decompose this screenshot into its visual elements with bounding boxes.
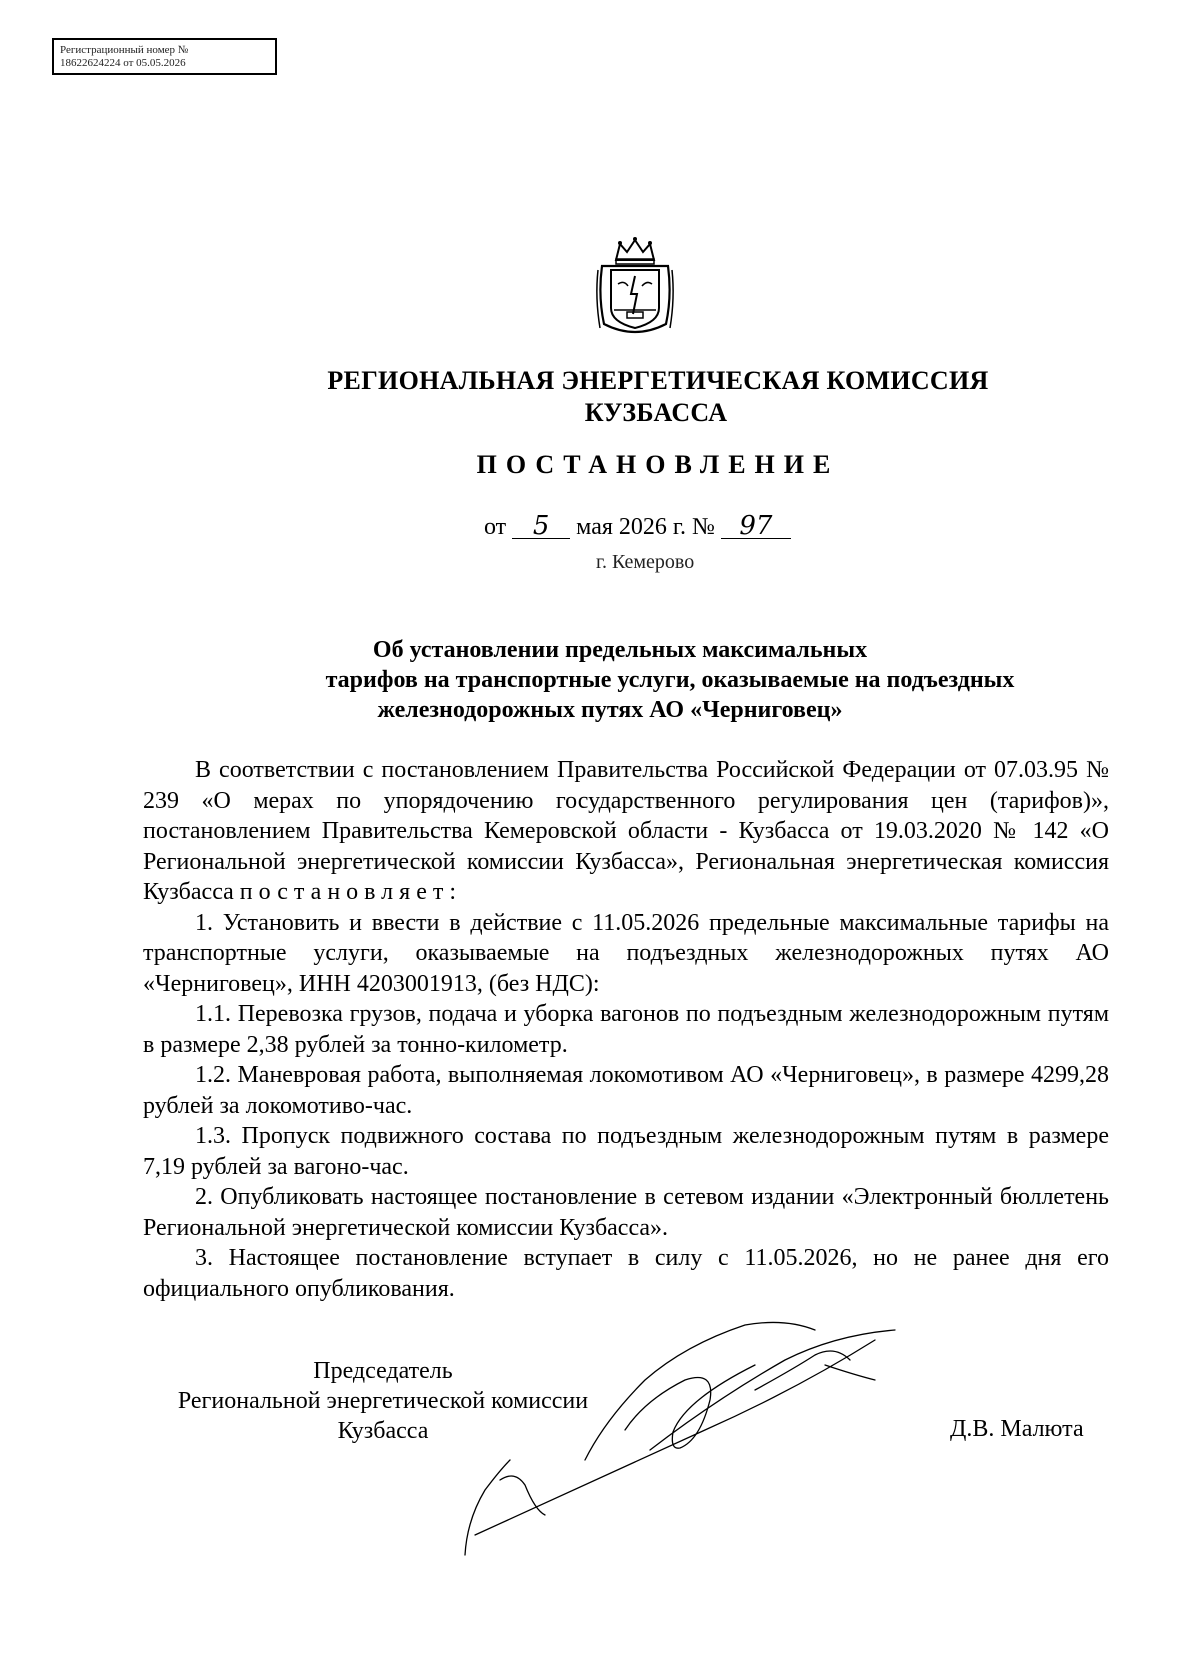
- registration-stamp: [52, 38, 277, 75]
- clause-1: 1. Установить и ввести в действие с 11.05.2026 предельные максимальные тарифы на транспортные услуги, оказываемые на подъездных железнодорожных путях АО «Черниговец», ИНН 4203001913, (без НДС):: [143, 909, 1109, 997]
- registration-line-1: Регистрационный номер №: [60, 44, 189, 56]
- date-prefix: от: [484, 514, 507, 540]
- number-sign: №: [692, 514, 715, 540]
- clause-1-1: 1.1. Перевозка грузов, подача и уборка вагонов по подъездным железнодорожным путям в размере 2,38 рублей за тонно-километр.: [143, 1001, 1109, 1058]
- date-day: 5: [512, 514, 570, 539]
- preamble-text: В соответствии с постановлением Правительства Российской Федерации от 07.03.95 № 239 «О мерах по упорядочению государственного регулирования цен (тарифов)», постановлением Правительства Кемеровской области - Кузбасса от 19.03.2020 № 142 «О Региональной энергетической комиссии Кузбасса», Региональная энергетическая комиссия Кузбасса: [143, 757, 1109, 905]
- clause-3: 3. Настоящее постановление вступает в силу с 11.05.2026, но не ранее дня его официального опубликования.: [143, 1245, 1109, 1302]
- city: г. Кемерово: [596, 551, 695, 573]
- document-number: 97: [721, 514, 791, 539]
- document-title-line-3: железнодорожных путях АО «Черниговец»: [377, 697, 843, 723]
- date-month-year: мая 2026 г.: [576, 514, 687, 540]
- preamble-paragraph: [143, 755, 1109, 908]
- date-line: [484, 511, 791, 541]
- document-title-line-2: тарифов на транспортные услуги, оказываемые на подъездных: [325, 667, 1015, 693]
- signatory-name: Д.В. Малюта: [950, 1416, 1084, 1442]
- signatory-title-line-2: Региональной энергетической комиссии: [177, 1388, 589, 1414]
- document-title-line-1: Об установлении предельных максимальных: [372, 637, 868, 663]
- clause-1-3: 1.3. Пропуск подвижного состава по подъездным железнодорожным путям в размере 7,19 рублей за вагоно-час.: [143, 1123, 1109, 1180]
- signatory-title-line-3: Кузбасса: [337, 1418, 429, 1444]
- clause-1-2: 1.2. Маневровая работа, выполняемая локомотивом АО «Черниговец», в размере 4299,28 рублей за локомотиво-час.: [143, 1062, 1109, 1119]
- document-body: [143, 755, 1109, 1304]
- decides-word: постановляет:: [239, 879, 463, 905]
- document-type: ПОСТАНОВЛЕНИЕ: [476, 450, 840, 479]
- organization-name-line-2: КУЗБАССА: [584, 398, 728, 427]
- signatory-title-line-1: Председатель: [313, 1358, 453, 1384]
- handwritten-signature: [455, 1320, 965, 1570]
- kuzbass-coat-of-arms-icon: [594, 236, 676, 336]
- clause-2: 2. Опубликовать настоящее постановление в сетевом издании «Электронный бюллетень Региональной энергетической комиссии Кузбасса».: [143, 1184, 1109, 1241]
- organization-name-line-1: РЕГИОНАЛЬНАЯ ЭНЕРГЕТИЧЕСКАЯ КОМИССИЯ: [327, 366, 989, 395]
- registration-line-2: 18622624224 от 05.05.2026: [60, 57, 186, 69]
